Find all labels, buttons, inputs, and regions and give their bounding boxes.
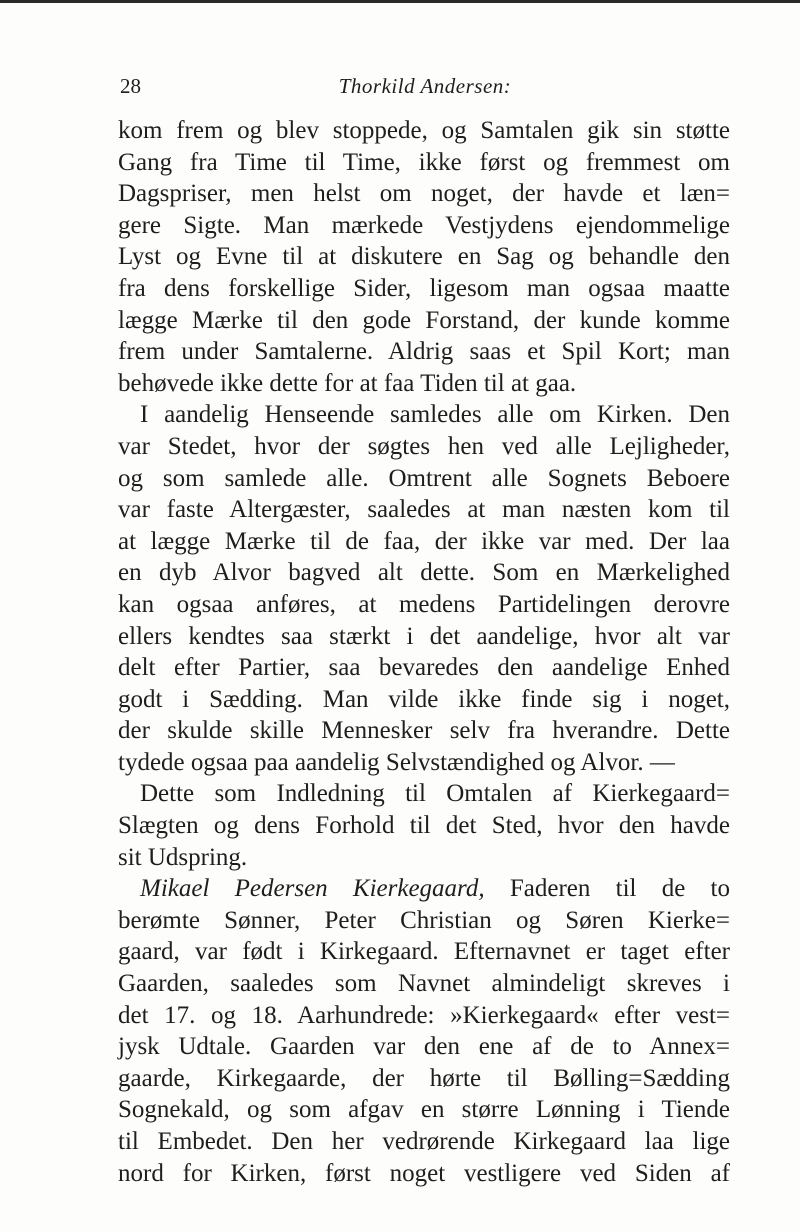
text-line: tydede ogsaa paa aandelig Selvstændighed og Alvor. — [118, 748, 675, 776]
text-line: Dette som Indledning til Omtalen af Kierkegaard= [140, 780, 730, 808]
text-line: sit Udspring. [118, 843, 248, 871]
text-line: frem under Samtalerne. Aldrig saas et Spil Kort; man [118, 338, 730, 366]
text-line: en dyb Alvor bagved alt dette. Som en Mærkelighed [118, 559, 730, 587]
text-line: delt efter Partier, saa bevaredes den aandelige Enhed [118, 654, 730, 682]
text-line: fra dens forskellige Sider, ligesom man ogsaa maatte [118, 274, 730, 302]
text-line: Slægten og dens Forhold til det Sted, hvor den havde [118, 812, 730, 840]
text-line: Dagspriser, men helst om noget, der havde et læn= [118, 180, 730, 208]
text-line: godt i Sædding. Man vilde ikke finde sig i noget, [118, 685, 730, 713]
page-number: 28 [120, 74, 141, 98]
text-line: det 17. og 18. Aarhundrede: »Kierkegaard« efter vest= [118, 1001, 730, 1029]
text-line: gaard, var født i Kirkegaard. Efternavnet er taget efter [118, 938, 730, 966]
line-text: Faderen til de to [509, 875, 730, 903]
text-line: jysk Udtale. Gaarden var den ene af de to Annex= [118, 1033, 730, 1061]
text-line: I aandelig Henseende samledes alle om Kirken. Den [140, 401, 730, 429]
text-line: Gaarden, saaledes som Navnet almindeligt skreves i [118, 970, 730, 998]
text-line: var faste Altergæster, saaledes at man næsten kom til [118, 496, 730, 524]
text-line: Gang fra Time til Time, ikke først og fremmest om [118, 148, 730, 176]
text-line: berømte Sønner, Peter Christian og Søren Kierke= [118, 906, 730, 934]
body-text [118, 115, 730, 1189]
text-line [118, 873, 730, 905]
text-line: nord for Kirken, først noget vestligere ved Siden af [118, 1159, 730, 1187]
text-line: at lægge Mærke til de faa, der ikke var med. Der laa [118, 527, 730, 555]
running-head [120, 74, 730, 104]
text-line: gere Sigte. Man mærkede Vestjydens ejendommelige [118, 211, 730, 239]
text-line: kom frem og blev stoppede, og Samtalen gik sin støtte [118, 117, 730, 144]
text-line: Lyst og Evne til at diskutere en Sag og behandle den [118, 243, 730, 271]
text-line: Sognekald, og som afgav en større Lønning i Tiende [118, 1096, 730, 1124]
text-line: var Stedet, hvor der søgtes hen ved alle Lejligheder, [118, 432, 730, 460]
text-line: der skulde skille Mennesker selv fra hverandre. Dette [118, 717, 730, 745]
text-line: kan ogsaa anføres, at medens Partidelingen derovre [118, 590, 730, 618]
top-edge-rule [0, 0, 800, 3]
text-line: gaarde, Kirkegaarde, der hørte til Bølling=Sædding [118, 1064, 730, 1092]
text-line: og som samlede alle. Omtrent alle Sognets Beboere [118, 464, 730, 492]
text-line: lægge Mærke til den gode Forstand, der kunde komme [118, 306, 730, 334]
text-line: til Embedet. Den her vedrørende Kirkegaard laa lige [118, 1128, 730, 1155]
text-line: ellers kendtes saa stærkt i det aandelige, hvor alt var [118, 622, 730, 650]
italic-name: Mikael Pedersen Kierkegaard, [140, 875, 485, 903]
text-line: behøvede ikke dette for at faa Tiden til at gaa. [118, 369, 577, 397]
running-title: Thorkild Andersen: [338, 74, 512, 98]
